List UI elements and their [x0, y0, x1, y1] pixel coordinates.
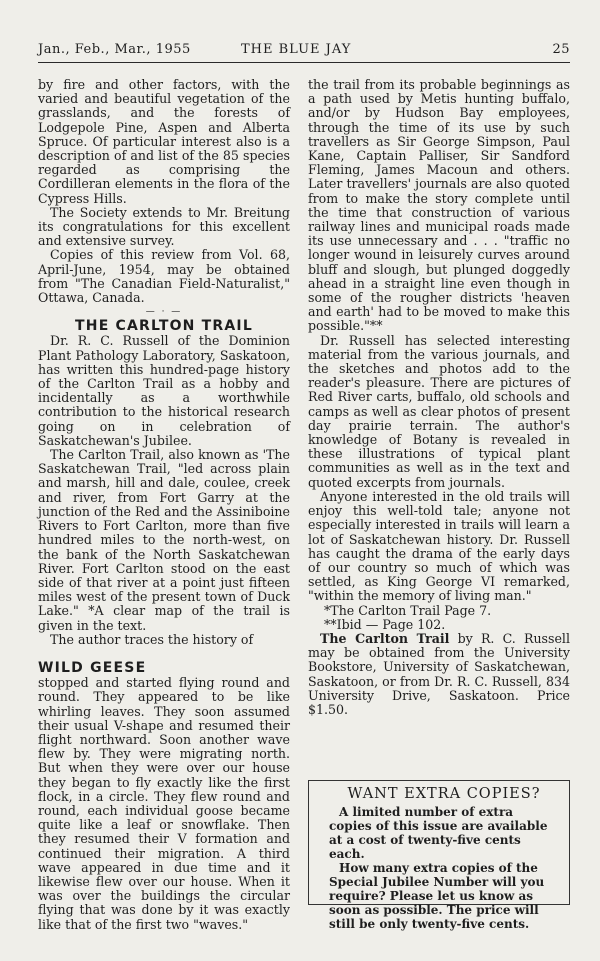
journal-title: THE BLUE JAY: [241, 42, 352, 57]
page-number: 25: [552, 42, 570, 57]
running-header: [38, 40, 570, 63]
trail-history: the trail from its probable beginnings as a path used by Metis hunting buffalo, and/or by Hudson Bay employees, through the time of its use by such travellers as Sir George Simpson, Paul Kane, Captain Palliser, Sir Sandford Fleming, James Macoun and others. Later travellers' journals are also quoted from to make the story complete until the time that construction of various railway lines and municipal roads made its use unnecessary and . . . "traffic no longer wound in leisurely curves around bluff and slough, but plunged doggedly ahead in a straight line even though in some of the rougher districts 'heaven and earth' had to be moved to make this possible."**: [308, 77, 570, 334]
section-separator: — · —: [145, 307, 183, 318]
review-continuation: by fire and other factors, with the varied and beautiful vegetation of the grasslands, and the forests of Lodgepole Pine, Aspen and Alberta Spruce. Of particular interest also is a description of and list of the 85 species regarded as comprising the Cordilleran elements in the flora of the Cypress Hills.: [38, 77, 290, 206]
recommendation: Anyone interested in the old trails will enjoy this well-told tale; anyone not especially interested in trails will learn a lot of Saskatchewan history. Dr. Russell has caught the drama of the early days of our country so much of which was settled, as King George VI remarked, "within the memory of living man.": [308, 488, 570, 604]
wild-geese-text: stopped and started flying round and round. They appeared to be like whirling leaves. They soon assumed their usual V-shape and resumed their flight northward. Soon another wave flew by. They were migrating north. But when they were over our house they began to fly exactly like the first flock, in a circle. They flew round and round, each individual goose became quite like a leaf or snowflake. Then they resumed their V formation and continued their migration. A third wave appeared in due time and it likewise flew over our house. When it was over the buildings the circular flying that was done by it was exactly like that of the first two "waves.": [38, 675, 290, 932]
copies-availability: Copies of this review from Vol. 68, April-June, 1954, may be obtained from "The Canadian Field-Naturalist," Ottawa, Canada.: [38, 247, 290, 306]
left-column: [38, 78, 290, 932]
material-selection: Dr. Russell has selected interesting material from the various journals, and the sketches and photos add to the reader's pleasure. There are pictures of Red River carts, buffalo, old schools and camps as well as clear photos of present day prairie terrain. The author's knowledge of Botany is revealed in these illustrations of typical plant communities as well as in the text and quoted excerpts from journals.: [308, 332, 570, 490]
author-traces: The author traces the history of: [50, 631, 254, 647]
extra-copies-text-2: How many extra copies of the Special Jubilee Number will you require? Please let us know as soon as possible. The price will still be only twenty-five cents.: [329, 861, 545, 931]
book-availability: [308, 632, 570, 717]
right-column: [308, 78, 570, 717]
extra-copies-text-1: A limited number of extra copies of this issue are available at a cost of twenty-five cents each.: [329, 805, 548, 861]
footnote-2: **Ibid — Page 102.: [324, 616, 446, 632]
footnote-1: *The Carlton Trail Page 7.: [324, 602, 492, 618]
carlton-trail-heading: THE CARLTON TRAIL: [75, 318, 253, 335]
carlton-intro: Dr. R. C. Russell of the Dominion Plant Pathology Laboratory, Saskatoon, has written this hundred-page history of the Carlton Trail as a hobby and incidentally as a worthwhile contribution to the historical research going on in celebration of Saskatchewan's Jubilee.: [38, 333, 290, 448]
book-title: The Carlton Trail: [320, 630, 450, 646]
extra-copies-heading: WANT EXTRA COPIES?: [347, 786, 541, 802]
society-congratulations: The Society extends to Mr. Breitung its congratulations for this excellent and extensive survey.: [38, 204, 290, 249]
extra-copies-box: [308, 780, 570, 931]
carlton-route: The Carlton Trail, also known as 'The Saskatchewan Trail, "led across plain and marsh, hill and dale, coulee, creek and river, from Fort Garry at the junction of the Red and the Assiniboine Rivers to Fort Carlton, more than five hundred miles to the north-west, on the bank of the North Saskatchewan River. Fort Carlton stood on the east side of that river at a point just fifteen miles west of the present town of Duck Lake." *A clear map of the trail is given in the text.: [38, 447, 290, 633]
issue-date: Jan., Feb., Mar., 1955: [38, 42, 191, 57]
wild-geese-heading: WILD GEESE: [38, 659, 147, 676]
book-availability-text: by R. C. Russell may be obtained from the University Bookstore, University of Saskatchewan, Saskatoon, or from Dr. R. C. Russell, 834 University Drive, Saskatoon. Price $1.50.: [308, 630, 570, 717]
